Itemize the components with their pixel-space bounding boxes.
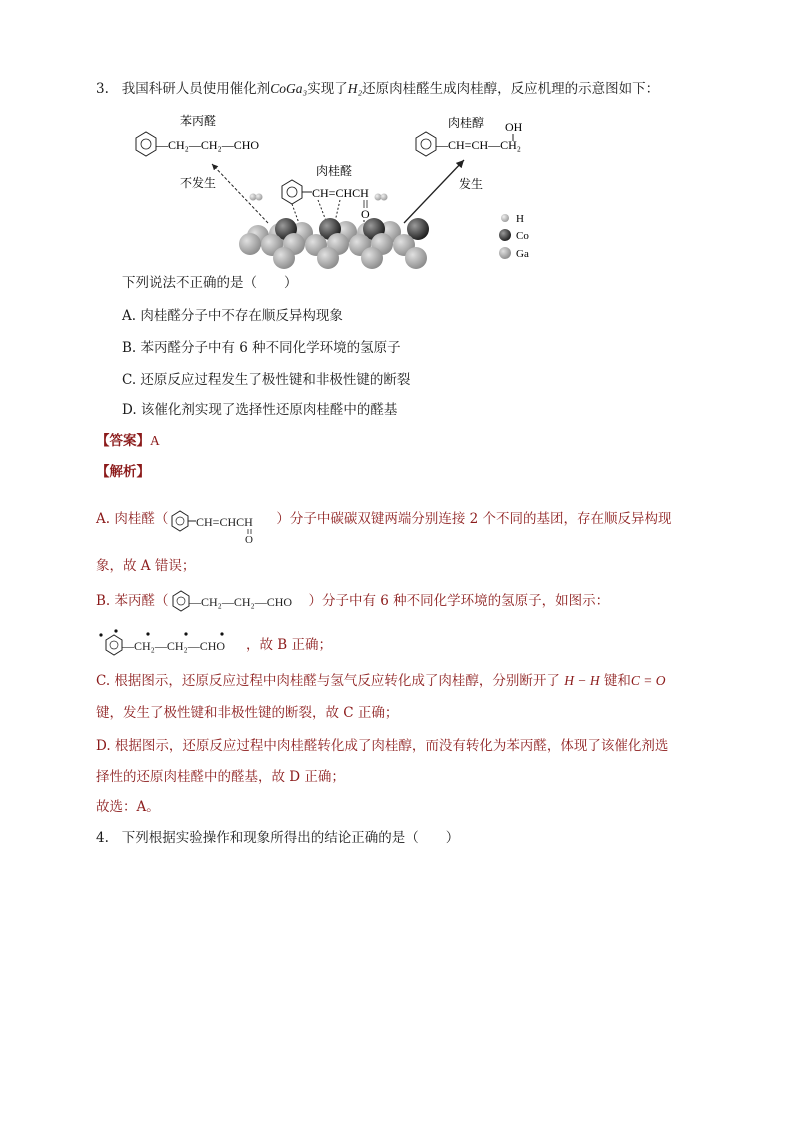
a-struct (168, 509, 276, 543)
h2-formula: H₂ (347, 81, 363, 96)
formula-benbingquan: —CH₂—CH₂—CHO (156, 138, 260, 152)
analysis-b-line2: —CH₂—CH₂—CHO ，故 B 正确； (96, 635, 332, 655)
q3-ask: 下列说法不正确的是（ ） (122, 275, 298, 291)
formula-rouguiquan: CH=CHCH (312, 186, 369, 200)
q4-stem: 4. 下列根据实验操作和现象所得出的结论正确的是（ ） (96, 830, 460, 846)
benzene-inner-circle-3 (421, 139, 431, 149)
formula-o: O (361, 207, 370, 221)
mechanism-figure (0, 108, 794, 288)
conclusion: 故选：A。 (96, 799, 160, 815)
legend-co-icon (499, 229, 511, 241)
analysis-c-line2: 键，发生了极性键和非极性键的断裂，故 C 正确； (96, 705, 399, 721)
label-rouguichun: 肉桂醇 (448, 116, 485, 130)
option-c: C. 还原反应过程发生了极性键和非极性键的断裂 (122, 372, 411, 388)
h-atom (256, 194, 263, 201)
benzene-inner-circle-2 (287, 187, 297, 197)
answer: 【答案】A (96, 433, 160, 449)
h-atom (250, 194, 257, 201)
formula-oh: OH (505, 120, 523, 134)
option-b: B. 苯丙醛分子中有 6 种不同化学环境的氢原子 (122, 340, 401, 356)
legend-h-icon (501, 214, 509, 222)
label-benbingquan: 苯丙醛 (180, 114, 217, 128)
benzene-ring-icon (136, 132, 156, 156)
option-d: D. 该催化剂实现了选择性还原肉桂醛中的醛基 (122, 402, 398, 418)
svg-text:O: O (245, 534, 254, 543)
benzene-ring-icon-3 (416, 132, 436, 156)
co-bond: C = O (630, 673, 666, 688)
analysis-heading: 【解析】 (96, 464, 150, 480)
b-struct (169, 591, 309, 611)
catalyst-surface (239, 218, 429, 269)
h-atom (381, 194, 388, 201)
analysis-a-line1: A. 肉桂醛（ CH=CHCH O ）分子中碳碳双键两端分别连接 2 个不同的基团，存在顺反异构现 (96, 509, 672, 529)
analysis-d-line2: 择性的还原肉桂醛中的醛基，故 D 正确； (96, 769, 345, 785)
answer-value: A (150, 433, 160, 448)
label-not-occur: 不发生 (180, 176, 217, 190)
q3-number: 3. (96, 81, 109, 97)
hh-bond: H − H (564, 673, 600, 688)
catalyst-formula: CoGa₃ (270, 81, 308, 96)
not-occur-arrow (212, 164, 268, 223)
benzene-inner-circle (141, 139, 151, 149)
a-struct-svg (168, 503, 276, 543)
svg-text:—CH₂—CH₂—CHO: —CH₂—CH₂—CHO (122, 639, 226, 653)
formula-rouguichun: —CH=CH—CH₂ (436, 138, 521, 152)
option-a: A. 肉桂醛分子中不存在顺反异构现象 (122, 308, 343, 324)
q4-number: 4. (96, 830, 109, 846)
analysis-a-line2: 象，故 A 错误； (96, 558, 196, 574)
analysis-b-line1: B. 苯丙醛（ —CH₂—CH₂—CHO ）分子中有 6 种不同化学环境的氢原子，如图示： (96, 591, 609, 611)
q3-stem: 3. 我国科研人员使用催化剂CoGa₃实现了H₂还原肉桂醛生成肉桂醇，反应机理的示意图如下： (96, 81, 660, 97)
h-atom (375, 194, 382, 201)
b2-struct-svg (96, 629, 246, 659)
analysis-d-line1: D. 根据图示，还原反应过程中肉桂醛转化成了肉桂醇，而没有转化为苯丙醛，体现了该催化剂选 (96, 738, 669, 754)
label-occur: 发生 (459, 177, 484, 191)
legend-h: H (516, 213, 524, 225)
benzene-ring-icon-2 (282, 180, 302, 204)
b2-struct (96, 635, 246, 655)
label-rouguiquan: 肉桂醛 (316, 164, 353, 178)
occur-arrow (404, 160, 464, 223)
legend-ga-icon (499, 247, 511, 259)
b-struct-svg (169, 587, 309, 615)
legend-ga: Ga (516, 248, 529, 260)
analysis-c-line1: C. 根据图示，还原反应过程中肉桂醛与氢气反应转化成了肉桂醇，分别断开了 H − H 键和C = O (96, 673, 666, 689)
svg-text:CH=CHCH: CH=CHCH (196, 515, 254, 529)
svg-text:—CH₂—CH₂—CHO: —CH₂—CH₂—CHO (188, 595, 292, 609)
legend-co: Co (516, 230, 529, 242)
